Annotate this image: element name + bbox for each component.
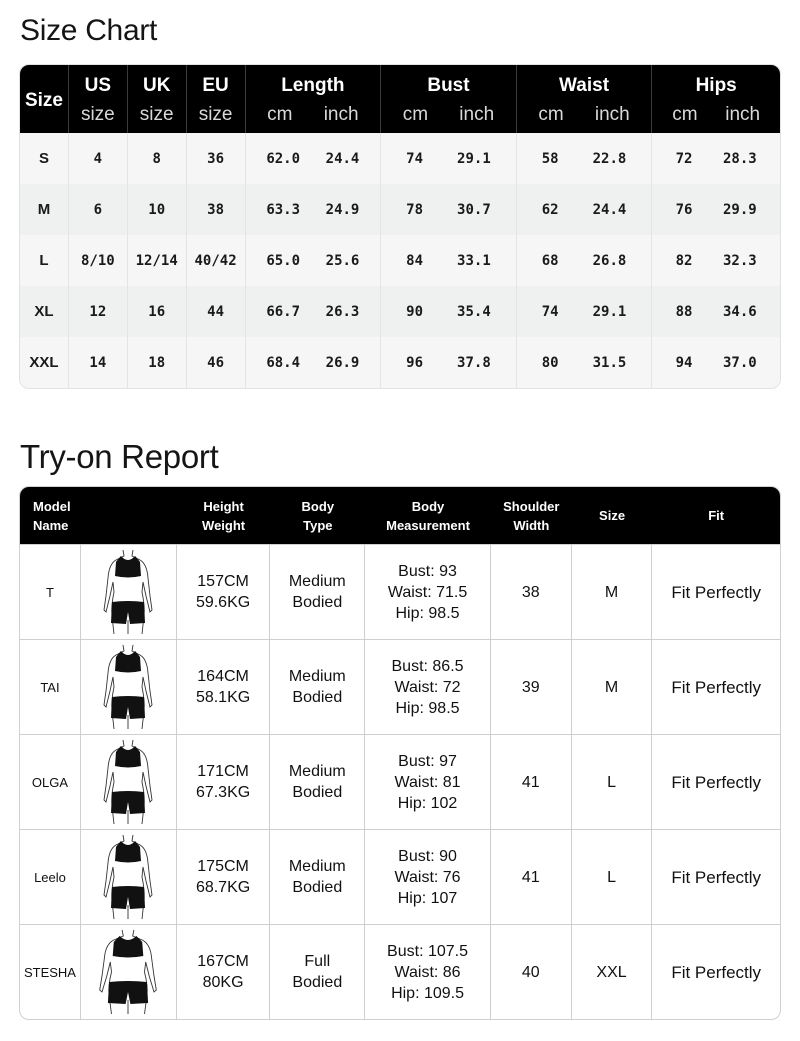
- shoulder-width-cell: 38: [491, 544, 572, 639]
- length-cell-cm: 62.0: [266, 150, 301, 167]
- height-weight-cell: [177, 734, 271, 829]
- waist-cell: [517, 133, 653, 184]
- hip-value: Hip: 98.5: [395, 604, 460, 622]
- header-size: Size: [20, 65, 69, 133]
- header-hips: Hips: [652, 65, 780, 103]
- size-label-cell: S: [20, 133, 69, 184]
- weight-value: 67.3KG: [195, 784, 251, 801]
- length-cell: [246, 133, 382, 184]
- bust-cell: [381, 184, 517, 235]
- size-cell: L: [572, 734, 653, 829]
- length-cell: [246, 286, 382, 337]
- body-type-cell: [270, 829, 365, 924]
- hip-value: Hip: 98.5: [395, 699, 460, 717]
- bust-value: Bust: 90: [398, 847, 457, 865]
- subheader-waist-units: [517, 103, 653, 133]
- weight-value: 80KG: [202, 974, 244, 991]
- length-cell-cm: 63.3: [266, 201, 301, 218]
- eu-size-cell: 44: [187, 286, 246, 337]
- hips-cell-cm: 72: [675, 150, 693, 167]
- size-row: [20, 133, 780, 184]
- hip-value: Hip: 107: [397, 889, 458, 907]
- tryon-report-table: [19, 486, 781, 1020]
- model-name-cell: T: [20, 544, 81, 639]
- length-cell-inch: 24.9: [325, 201, 360, 218]
- bust-cell-cm: 96: [406, 354, 424, 371]
- length-cell: [246, 235, 382, 286]
- waist-cell: [517, 286, 653, 337]
- subheader-length-units: [246, 103, 382, 133]
- waist-cell-cm: 62: [541, 201, 559, 218]
- size-row: [20, 235, 780, 286]
- height-weight-cell: [177, 544, 271, 639]
- header-shoulder-line1: Shoulder: [503, 498, 560, 514]
- hips-cell: [652, 184, 780, 235]
- bust-cell: [381, 133, 517, 184]
- hips-cell-cm: 88: [675, 303, 693, 320]
- waist-cell-inch: 22.8: [592, 150, 627, 167]
- bust-cell-cm: 78: [406, 201, 424, 218]
- fit-cell: Fit Perfectly: [652, 544, 780, 639]
- size-row: [20, 337, 780, 388]
- length-cell: [246, 184, 382, 235]
- hips-cell-cm: 76: [675, 201, 693, 218]
- body-type-line1: Medium: [288, 763, 346, 780]
- unit-inch: inch: [594, 104, 630, 125]
- shoulder-width-cell: 41: [491, 829, 572, 924]
- us-size-cell: 8/10: [69, 235, 128, 286]
- header-model-name: [20, 487, 81, 544]
- length-cell-cm: 68.4: [266, 354, 301, 371]
- weight-value: 58.1KG: [195, 689, 251, 706]
- header-model-line2: Name: [33, 517, 69, 533]
- tryon-row: [20, 924, 780, 1019]
- height-value: 175CM: [197, 858, 249, 875]
- body-type-line2: Bodied: [292, 689, 343, 706]
- bust-cell-inch: 35.4: [457, 303, 491, 320]
- length-cell-cm: 66.7: [266, 303, 301, 320]
- bust-value: Bust: 93: [398, 562, 457, 580]
- body-measurement-cell: [365, 544, 491, 639]
- figure-slim-icon: [81, 829, 177, 924]
- height-value: 171CM: [197, 763, 249, 780]
- length-cell-inch: 26.3: [325, 303, 360, 320]
- subheader-us-size: size: [69, 103, 128, 133]
- bust-cell-inch: 33.1: [457, 252, 491, 269]
- waist-cell-inch: 24.4: [592, 201, 627, 218]
- bust-value: Bust: 97: [398, 752, 457, 770]
- size-row: [20, 184, 780, 235]
- waist-cell: [517, 337, 653, 388]
- bust-cell: [381, 286, 517, 337]
- bust-cell-cm: 84: [406, 252, 424, 269]
- height-weight-cell: [177, 924, 271, 1019]
- header-weight: Weight: [202, 517, 246, 533]
- hips-cell-inch: 37.0: [723, 354, 757, 371]
- hips-cell-inch: 28.3: [723, 150, 757, 167]
- waist-cell-cm: 80: [541, 354, 559, 371]
- fit-cell: Fit Perfectly: [652, 734, 780, 829]
- tryon-row: [20, 544, 780, 639]
- hip-value: Hip: 102: [397, 794, 458, 812]
- us-size-cell: 6: [69, 184, 128, 235]
- height-value: 164CM: [197, 668, 249, 685]
- model-name-cell: Leelo: [20, 829, 81, 924]
- subheader-hips-units: [652, 103, 780, 133]
- header-height-weight: [177, 487, 271, 544]
- height-weight-cell: [177, 639, 271, 734]
- fit-cell: Fit Perfectly: [652, 924, 780, 1019]
- waist-value: Waist: 86: [394, 963, 461, 981]
- tryon-row: [20, 639, 780, 734]
- header-body-type: [270, 487, 365, 544]
- header-us: US: [69, 65, 128, 103]
- body-type-line1: Medium: [288, 858, 346, 875]
- hips-cell-cm: 82: [675, 252, 693, 269]
- uk-size-cell: 16: [128, 286, 187, 337]
- bust-value: Bust: 86.5: [391, 657, 464, 675]
- tryon-report-title: Try-on Report: [20, 438, 219, 475]
- header-bust: Bust: [381, 65, 517, 103]
- bust-cell-inch: 29.1: [457, 150, 491, 167]
- uk-size-cell: 18: [128, 337, 187, 388]
- length-cell: [246, 337, 382, 388]
- body-type-line2: Bodied: [292, 879, 343, 896]
- size-cell: M: [572, 544, 653, 639]
- hips-cell: [652, 133, 780, 184]
- height-value: 157CM: [197, 573, 249, 590]
- size-chart-table: [19, 64, 781, 389]
- figure-slim-icon: [81, 734, 177, 829]
- header-body-type-line2: Type: [303, 517, 333, 533]
- hip-value: Hip: 109.5: [391, 984, 464, 1002]
- header-eu: EU: [187, 65, 246, 103]
- header-fit: Fit: [652, 487, 780, 544]
- header-model-line1: Model: [33, 498, 71, 514]
- subheader-bust-units: [381, 103, 517, 133]
- body-type-line2: Bodied: [292, 784, 343, 801]
- fit-cell: Fit Perfectly: [652, 829, 780, 924]
- subheader-uk-size: size: [128, 103, 187, 133]
- bust-cell-inch: 37.8: [457, 354, 491, 371]
- tryon-row: [20, 734, 780, 829]
- header-length: Length: [246, 65, 382, 103]
- hips-cell: [652, 286, 780, 337]
- us-size-cell: 12: [69, 286, 128, 337]
- size-label-cell: XXL: [20, 337, 69, 388]
- uk-size-cell: 12/14: [128, 235, 187, 286]
- size-label-cell: M: [20, 184, 69, 235]
- figure-slim-icon: [81, 639, 177, 734]
- unit-cm: cm: [402, 104, 429, 125]
- unit-inch: inch: [459, 104, 495, 125]
- model-name-cell: OLGA: [20, 734, 81, 829]
- weight-value: 59.6KG: [195, 594, 251, 611]
- header-waist: Waist: [517, 65, 653, 103]
- eu-size-cell: 46: [187, 337, 246, 388]
- size-label-cell: L: [20, 235, 69, 286]
- length-cell-inch: 26.9: [325, 354, 360, 371]
- header-shoulder-width: [491, 487, 572, 544]
- body-type-line1: Medium: [288, 573, 346, 590]
- bust-cell: [381, 337, 517, 388]
- shoulder-width-cell: 39: [491, 639, 572, 734]
- uk-size-cell: 8: [128, 133, 187, 184]
- shoulder-width-cell: 40: [491, 924, 572, 1019]
- hips-cell: [652, 235, 780, 286]
- waist-cell-cm: 58: [541, 150, 559, 167]
- waist-value: Waist: 76: [394, 868, 461, 886]
- height-value: 167CM: [197, 953, 249, 970]
- header-measure-line2: Measurement: [386, 517, 470, 533]
- bust-value: Bust: 107.5: [387, 942, 468, 960]
- model-name-cell: STESHA: [20, 924, 81, 1019]
- body-measurement-cell: [365, 734, 491, 829]
- header-body-type-line1: Body: [301, 498, 335, 514]
- waist-cell-inch: 29.1: [592, 303, 627, 320]
- size-cell: L: [572, 829, 653, 924]
- header-size: Size: [572, 487, 653, 544]
- header-shoulder-line2: Width: [513, 517, 550, 533]
- bust-cell-cm: 74: [406, 150, 424, 167]
- waist-cell: [517, 235, 653, 286]
- hips-cell-cm: 94: [675, 354, 693, 371]
- eu-size-cell: 36: [187, 133, 246, 184]
- body-type-cell: [270, 544, 365, 639]
- size-row: [20, 286, 780, 337]
- length-cell-inch: 24.4: [325, 150, 360, 167]
- waist-cell-cm: 68: [541, 252, 559, 269]
- header-measure-line1: Body: [411, 498, 445, 514]
- bust-cell-cm: 90: [406, 303, 424, 320]
- hips-cell-inch: 32.3: [723, 252, 757, 269]
- us-size-cell: 14: [69, 337, 128, 388]
- bust-cell: [381, 235, 517, 286]
- size-cell: XXL: [572, 924, 653, 1019]
- unit-cm: cm: [672, 104, 698, 125]
- hips-cell-inch: 29.9: [723, 201, 757, 218]
- subheader-eu-size: size: [187, 103, 246, 133]
- hips-cell: [652, 337, 780, 388]
- waist-cell-inch: 31.5: [592, 354, 627, 371]
- figure-slim-icon: [81, 544, 177, 639]
- tryon-row: [20, 829, 780, 924]
- body-type-cell: [270, 734, 365, 829]
- length-cell-inch: 25.6: [325, 252, 360, 269]
- eu-size-cell: 40/42: [187, 235, 246, 286]
- waist-value: Waist: 72: [394, 678, 461, 696]
- body-measurement-cell: [365, 829, 491, 924]
- waist-cell-inch: 26.8: [592, 252, 627, 269]
- body-type-cell: [270, 924, 365, 1019]
- header-figure: [81, 487, 177, 544]
- size-cell: M: [572, 639, 653, 734]
- header-uk: UK: [128, 65, 187, 103]
- height-weight-cell: [177, 829, 271, 924]
- uk-size-cell: 10: [128, 184, 187, 235]
- body-type-cell: [270, 639, 365, 734]
- figure-full-icon: [81, 924, 177, 1019]
- body-type-line1: Medium: [288, 668, 346, 685]
- unit-inch: inch: [323, 104, 359, 125]
- waist-cell-cm: 74: [541, 303, 559, 320]
- body-type-line2: Bodied: [292, 974, 343, 991]
- fit-cell: Fit Perfectly: [652, 639, 780, 734]
- weight-value: 68.7KG: [195, 879, 251, 896]
- hips-cell-inch: 34.6: [723, 303, 757, 320]
- body-type-line2: Bodied: [292, 594, 343, 611]
- model-name-cell: TAI: [20, 639, 81, 734]
- waist-cell: [517, 184, 653, 235]
- size-chart-title: Size Chart: [20, 14, 158, 47]
- bust-cell-inch: 30.7: [457, 201, 491, 218]
- size-label-cell: XL: [20, 286, 69, 337]
- body-type-line1: Full: [304, 953, 331, 970]
- length-cell-cm: 65.0: [266, 252, 301, 269]
- shoulder-width-cell: 41: [491, 734, 572, 829]
- header-body-measurement: [365, 487, 491, 544]
- body-measurement-cell: [365, 924, 491, 1019]
- unit-cm: cm: [267, 104, 293, 125]
- eu-size-cell: 38: [187, 184, 246, 235]
- header-height: Height: [203, 498, 244, 514]
- waist-value: Waist: 81: [394, 773, 461, 791]
- unit-cm: cm: [538, 104, 564, 125]
- us-size-cell: 4: [69, 133, 128, 184]
- waist-value: Waist: 71.5: [387, 583, 468, 601]
- unit-inch: inch: [725, 104, 761, 125]
- body-measurement-cell: [365, 639, 491, 734]
